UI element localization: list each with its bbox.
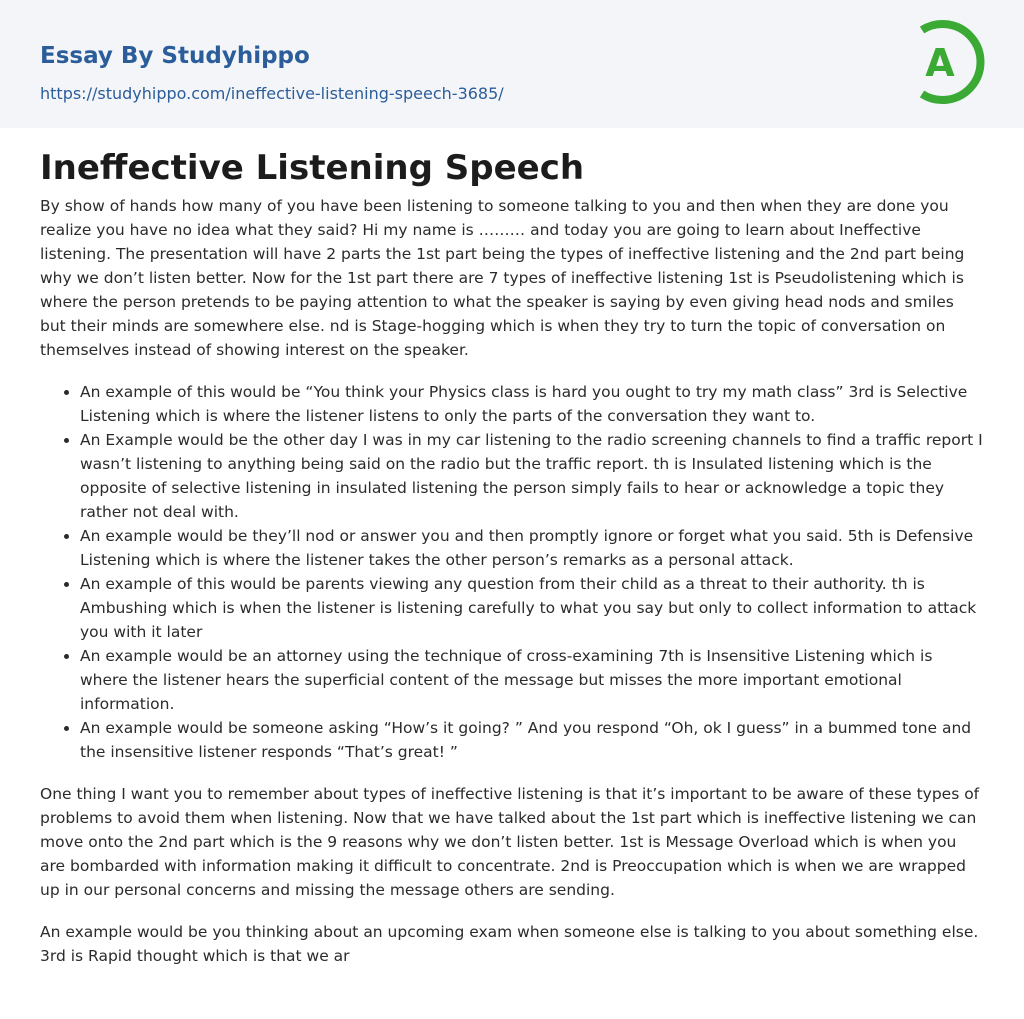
bullet-item: • An example would be they’ll nod or answer you and then promptly ignore or forget what you said. 5th is Defensive Listening which is where the listener takes the other person’s remarks as a personal attack. (80, 524, 984, 572)
essay-title: Ineffective Listening Speech (40, 148, 585, 188)
bullet-item: • An example of this would be parents viewing any question from their child as a threat to their authority. th is Ambushing which is when the listener is listening carefully to what you say but only to collect information to attack you with it later (80, 572, 984, 644)
studyhippo-logo-icon[interactable] (904, 16, 992, 108)
logo-letter: A (925, 41, 955, 85)
essay-bullet-list (40, 380, 984, 764)
essay-paragraph: By show of hands how many of you have been listening to someone talking to you and then when they are done you realize you have no idea what they said? Hi my name is ……… and today you are going to learn about Ineffective listening. The presentation will have 2 parts the 1st part being the types of ineffective listening and the 2nd part being why we don’t listen better. Now for the 1st part there are 7 types of ineffective listening 1st is Pseudolistening which is where the person pretends to be paying attention to what the speaker is saying by even giving head nods and smiles but their minds are somewhere else. nd is Stage-hogging which is when they try to turn the topic of conversation on themselves instead of showing interest on the speaker. (40, 197, 965, 359)
bullet-item: • An example of this would be “You think your Physics class is hard you ought to try my math class” 3rd is Selective Listening which is where the listener listens to only the parts of the conversation they want to. (80, 380, 984, 428)
essay-paragraph: An example would be you thinking about an upcoming exam when someone else is talking to you about something else. 3rd is Rapid thought which is that we ar (40, 923, 979, 965)
bullet-item: • An example would be an attorney using the technique of cross-examining 7th is Insensitive Listening which is where the listener hears the superficial content of the message but misses the more important emotional information. (80, 644, 984, 716)
bullet-item: • An example would be someone asking “How’s it going? ” And you respond “Oh, ok I guess” in a bummed tone and the insensitive listener responds “That’s great! ” (80, 716, 984, 764)
bullet-item: • An Example would be the other day I was in my car listening to the radio screening channels to find a traffic report I wasn’t listening to anything being said on the radio but the traffic report. th is Insulated listening which is the opposite of selective listening in insulated listening the person simply fails to hear or acknowledge a topic they rather not deal with. (80, 428, 984, 524)
essay-paragraph: One thing I want you to remember about types of ineffective listening is that it’s important to be aware of these types of problems to avoid them when listening. Now that we have talked about the 1st part which is ineffective listening we can move onto the 2nd part which is the 9 reasons why we don’t listen better. 1st is Message Overload which is when you are bombarded with information making it difficult to concentrate. 2nd is Preoccupation which is when we are wrapped up in our personal concerns and missing the message others are sending. (40, 785, 980, 899)
essay-content (0, 148, 1024, 968)
site-header (0, 0, 1024, 128)
brand-title[interactable]: Essay By Studyhippo (40, 43, 310, 69)
essay-url-link[interactable]: https://studyhippo.com/ineffective-listening-speech-3685/ (40, 84, 504, 103)
